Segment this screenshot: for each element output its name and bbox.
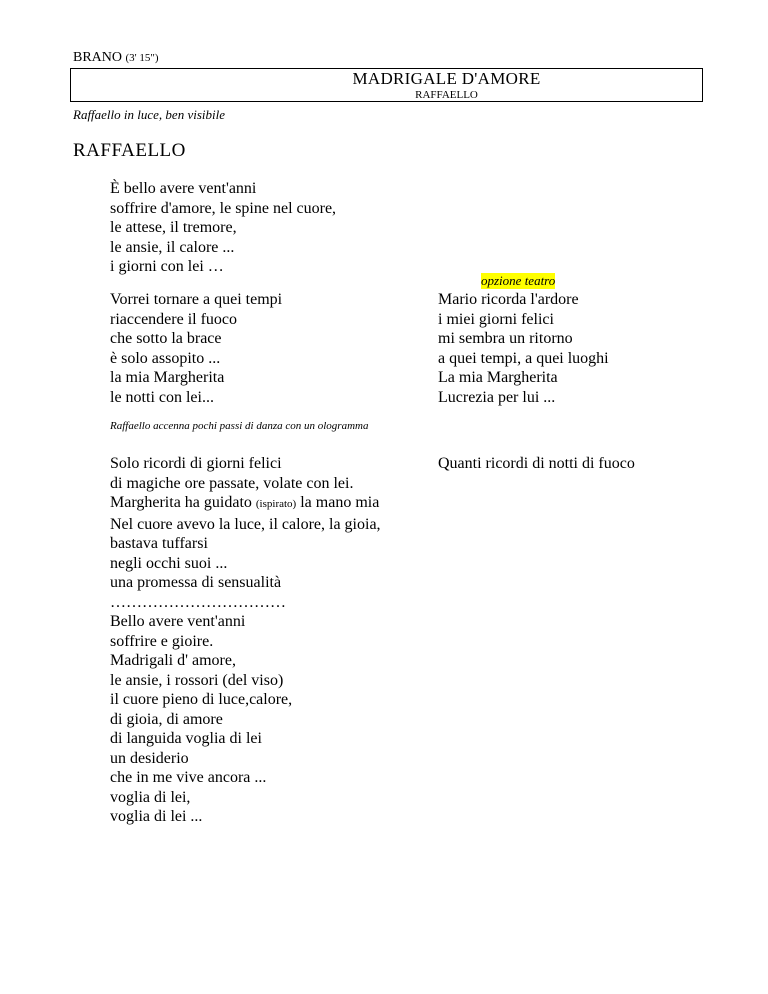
verse-line: bastava tuffarsi [110, 535, 208, 552]
verse-line: che in me vive ancora ... [110, 769, 267, 786]
verse-line: Quanti ricordi di notti di fuoco [438, 455, 635, 472]
title-box [70, 68, 703, 102]
verse-line: un desiderio [110, 749, 189, 767]
verse-line: La mia Margherita [438, 369, 558, 386]
verse-line: voglia di lei, [110, 788, 191, 806]
option-label: opzione teatro [481, 273, 556, 288]
verse-line [110, 493, 381, 515]
verse-line: Lucrezia per lui ... [438, 388, 556, 406]
stage-direction-dance: Raffaello accenna pochi passi di danza con un ologramma [110, 420, 369, 432]
verse-line: Solo ricordi di giorni felici [110, 455, 282, 472]
verse-line: Madrigali d' amore, [110, 652, 236, 669]
verse-line: negli occhi suoi ... [110, 554, 228, 572]
verse-line: i giorni con lei … [110, 258, 224, 275]
verse-2-left [110, 290, 282, 407]
song-author: RAFFAELLO [415, 89, 478, 101]
verse-line: a quei tempi, a quei luoghi [438, 349, 609, 367]
verse-line: è solo assopito ... [110, 349, 221, 367]
verse-line: riaccendere il fuoco [110, 310, 238, 328]
verse-line: i miei giorni felici [438, 310, 554, 328]
verse-line: di languida voglia di lei [110, 730, 262, 747]
verse-line: una promessa di sensualità [110, 574, 282, 591]
stage-direction-opening: Raffaello in luce, ben visibile [73, 107, 225, 122]
verse-2-right [438, 290, 609, 407]
verse-separator: …………………………… [110, 593, 286, 611]
verse-line: soffrire d'amore, le spine nel cuore, [110, 199, 337, 217]
verse-line: le ansie, i rossori (del viso) [110, 671, 284, 689]
verse-line: di magiche ore passate, volate con lei. [110, 474, 354, 492]
verse-1 [110, 179, 336, 277]
brano-header [73, 50, 159, 66]
verse-line: che sotto la brace [110, 330, 222, 347]
verse-line: di gioia, di amore [110, 710, 223, 728]
verse-line: la mia Margherita [110, 369, 225, 386]
brano-duration: (3' 15") [125, 52, 159, 64]
verse-line: mi sembra un ritorno [438, 330, 573, 347]
verse-line: Vorrei tornare a quei tempi [110, 291, 283, 308]
character-name: RAFFAELLO [73, 140, 186, 161]
verse-line: È bello avere vent'anni [110, 180, 257, 197]
verse-3-left [110, 454, 381, 827]
verse-line: soffrire e gioire. [110, 632, 214, 650]
brano-label: BRANO [73, 50, 123, 65]
verse-line: le ansie, il calore ... [110, 238, 235, 256]
verse-line: Bello avere vent'anni [110, 613, 246, 630]
verse-line-part: Margherita ha guidato [110, 494, 256, 511]
verse-line: il cuore pieno di luce,calore, [110, 691, 293, 708]
verse-line-annotation: (ispirato) [255, 498, 297, 510]
verse-line: voglia di lei ... [110, 808, 203, 825]
song-title: MADRIGALE D'AMORE [352, 69, 541, 88]
verse-line: Nel cuore avevo la luce, il calore, la gioia, [110, 515, 381, 533]
verse-line-part: la mano mia [296, 494, 380, 511]
verse-3-right [438, 454, 635, 474]
verse-line: Mario ricorda l'ardore [438, 291, 579, 308]
verse-line: le notti con lei... [110, 388, 214, 406]
verse-line: le attese, il tremore, [110, 219, 237, 236]
